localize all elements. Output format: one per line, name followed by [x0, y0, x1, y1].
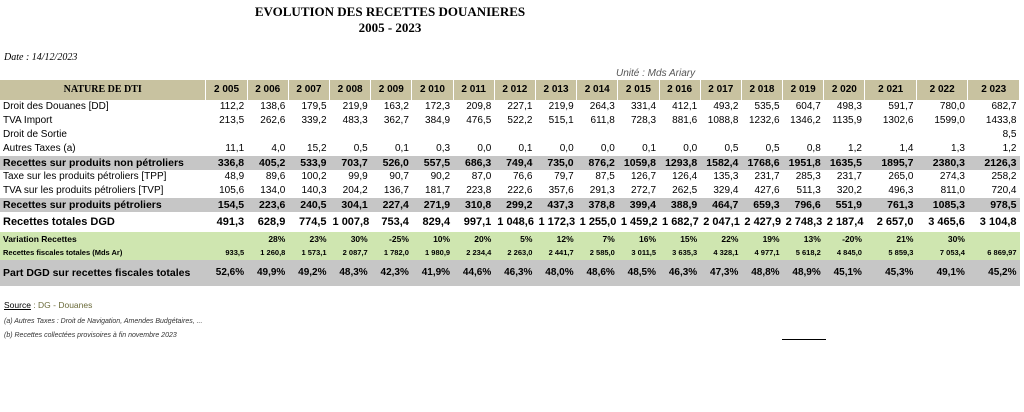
row-value: 49,9%	[247, 260, 288, 286]
row-value: 753,4	[381, 216, 409, 228]
row-value: 1088,8	[707, 115, 739, 126]
row-value	[206, 232, 247, 246]
row-value: 535,5	[754, 101, 780, 112]
row-value	[783, 128, 824, 142]
header-year: 2 008	[330, 80, 371, 100]
table-row	[0, 232, 1020, 246]
row-value: 15%	[659, 232, 700, 246]
source-label: Source	[4, 300, 31, 310]
row-value: 761,3	[865, 198, 916, 212]
header-year: 2 020	[824, 80, 865, 100]
row-value: 163,2	[383, 101, 409, 112]
row-value: 1232,6	[748, 115, 780, 126]
row-value	[494, 128, 535, 142]
table-row	[0, 156, 1020, 170]
row-value: 47,3%	[700, 260, 741, 286]
table-body	[0, 100, 1020, 286]
table-row	[0, 142, 1020, 156]
row-value: 1302,6	[882, 115, 914, 126]
row-value: 262,6	[260, 115, 286, 126]
row-value: 2126,3	[968, 156, 1020, 170]
row-value: 682,7	[991, 101, 1017, 112]
header-year: 2 017	[700, 80, 741, 100]
row-value: 0,3	[436, 143, 451, 154]
table-row	[0, 212, 1020, 232]
row-value: 48,5%	[618, 260, 659, 286]
row-label: TVA sur les produits pétroliers [TVP]	[3, 185, 164, 196]
row-label: Droit des Douanes [DD]	[3, 101, 109, 112]
row-value: 231,7	[754, 171, 780, 182]
table-header-row	[0, 80, 1020, 100]
header-year: 2 019	[783, 80, 824, 100]
row-value: 219,9	[342, 101, 368, 112]
row-value: 511,3	[796, 185, 821, 196]
row-value: 21%	[865, 232, 916, 246]
row-value: 48,8%	[741, 260, 782, 286]
row-value: 222,6	[507, 185, 533, 196]
row-value: 89,6	[265, 171, 286, 182]
row-value: 5%	[494, 232, 535, 246]
row-value: 48,9%	[783, 260, 824, 286]
row-value: 304,1	[330, 198, 371, 212]
row-value: 749,4	[494, 156, 535, 170]
header-year: 2 022	[916, 80, 967, 100]
row-value: 264,3	[589, 101, 615, 112]
row-value: 703,7	[330, 156, 371, 170]
row-value: 1 459,2	[620, 216, 658, 228]
table-row	[0, 114, 1020, 128]
row-value: 0,0	[559, 143, 574, 154]
row-value: 1 980,9	[412, 246, 453, 260]
row-value: 291,3	[589, 185, 615, 196]
row-value: 336,8	[206, 156, 247, 170]
row-value: 112,2	[219, 101, 245, 112]
row-value: 4 328,1	[700, 246, 741, 260]
row-value: 686,3	[453, 156, 494, 170]
row-value: 126,4	[672, 171, 698, 182]
row-value: 13%	[783, 232, 824, 246]
row-value: 978,5	[968, 198, 1020, 212]
row-value: 22%	[700, 232, 741, 246]
row-value: 881,6	[672, 115, 698, 126]
row-value: 339,2	[301, 115, 327, 126]
row-value: 45,3%	[865, 260, 916, 286]
row-value: 331,4	[630, 101, 657, 112]
row-value: 728,3	[630, 115, 657, 126]
row-value: 213,5	[219, 115, 245, 126]
row-value: 774,5	[298, 216, 327, 228]
footnote-a: (a) Autres Taxes : Droit de Navigation, Amendes Budgétaires, ...	[4, 318, 203, 325]
header-year: 2 023	[968, 80, 1020, 100]
row-value: 46,3%	[659, 260, 700, 286]
row-value: 320,2	[836, 185, 862, 196]
row-value: 28%	[247, 232, 288, 246]
row-value: 4,0	[271, 143, 286, 154]
row-value: 154,5	[206, 198, 247, 212]
row-value: 357,6	[548, 185, 574, 196]
row-value: 1951,8	[783, 156, 824, 170]
row-value: 1895,7	[865, 156, 916, 170]
table-row	[0, 170, 1020, 184]
header-year: 2 015	[618, 80, 659, 100]
row-value: 240,5	[288, 198, 329, 212]
row-label: Droit de Sortie	[3, 129, 67, 140]
row-value: 45,2%	[968, 260, 1020, 286]
table-row	[0, 100, 1020, 114]
row-value: 52,6%	[206, 260, 247, 286]
row-value: 3 011,5	[618, 246, 659, 260]
row-value: 1599,0	[934, 115, 965, 126]
row-value: 522,2	[507, 115, 533, 126]
row-value: 491,3	[216, 216, 245, 228]
row-value: 204,2	[342, 185, 368, 196]
row-value: 0,0	[600, 143, 615, 154]
row-value: 0,1	[642, 143, 657, 154]
row-value: 1582,4	[700, 156, 741, 170]
row-value: 49,2%	[288, 260, 329, 286]
row-value: 41,9%	[412, 260, 453, 286]
row-value: 30%	[916, 232, 967, 246]
header-year: 2 013	[535, 80, 576, 100]
row-value: 1 260,8	[247, 246, 288, 260]
row-value: 611,8	[590, 115, 615, 126]
row-value: 476,5	[466, 115, 492, 126]
row-value	[659, 128, 700, 142]
row-value: 628,9	[257, 216, 286, 228]
row-value: 140,3	[301, 185, 327, 196]
row-value: 135,3	[713, 171, 739, 182]
row-value: 591,7	[888, 101, 914, 112]
row-value: 1 255,0	[579, 216, 617, 228]
header-year: 2 016	[659, 80, 700, 100]
row-value: 1 782,0	[371, 246, 412, 260]
row-value: -25%	[371, 232, 412, 246]
row-value: 23%	[288, 232, 329, 246]
row-value: 483,3	[342, 115, 368, 126]
row-value: 1346,2	[790, 115, 821, 126]
header-year: 2 010	[412, 80, 453, 100]
row-value: 551,9	[824, 198, 865, 212]
row-value: 2380,3	[916, 156, 967, 170]
row-label: Recettes sur produits pétroliers	[0, 198, 206, 212]
header-nature: NATURE DE DTI	[0, 80, 206, 100]
row-value: 659,3	[741, 198, 782, 212]
row-value: 1,2	[1002, 143, 1017, 154]
row-value: 0,5	[765, 143, 780, 154]
row-value: 271,9	[412, 198, 453, 212]
row-value: 1768,6	[741, 156, 782, 170]
row-value: 0,1	[394, 143, 409, 154]
row-value: 126,7	[630, 171, 657, 182]
row-value: 1135,9	[832, 115, 862, 126]
source-note	[4, 300, 92, 310]
row-value: 2 657,0	[876, 216, 914, 228]
row-value: 378,8	[577, 198, 618, 212]
row-label: Variation Recettes	[0, 232, 206, 246]
row-value: 399,4	[618, 198, 659, 212]
row-value: 2 585,0	[577, 246, 618, 260]
row-value: 412,1	[672, 101, 698, 112]
row-value: 90,2	[430, 171, 451, 182]
row-value: 0,0	[683, 143, 698, 154]
row-value: 1059,8	[618, 156, 659, 170]
row-value: 48,6%	[577, 260, 618, 286]
row-value: 49,1%	[916, 260, 967, 286]
row-value: 285,3	[795, 171, 821, 182]
row-value	[247, 128, 288, 142]
revenue-table	[0, 80, 1020, 286]
row-value: 384,9	[425, 115, 451, 126]
row-value: 604,7	[795, 101, 821, 112]
row-value	[412, 128, 453, 142]
row-value: 498,3	[836, 101, 862, 112]
row-value: 30%	[330, 232, 371, 246]
header-year: 2 021	[865, 80, 916, 100]
row-value: 11,1	[225, 143, 245, 154]
row-label: Autres Taxes (a)	[3, 143, 76, 154]
row-value: 0,5	[724, 143, 739, 154]
header-year: 2 011	[453, 80, 494, 100]
row-value: 6 869,97	[968, 246, 1020, 260]
header-year: 2 014	[577, 80, 618, 100]
row-value: 172,3	[425, 101, 451, 112]
row-value: 437,3	[535, 198, 576, 212]
row-value: 87,5	[595, 171, 615, 182]
row-value: 5 618,2	[783, 246, 824, 260]
row-value	[865, 128, 916, 142]
row-value: 134,0	[260, 185, 286, 196]
row-value: 526,0	[371, 156, 412, 170]
row-value: 1 007,8	[332, 216, 370, 228]
header-year: 2 007	[288, 80, 329, 100]
row-value: 388,9	[659, 198, 700, 212]
row-value: 796,6	[783, 198, 824, 212]
row-value: 12%	[535, 232, 576, 246]
row-value: 1635,5	[824, 156, 865, 170]
row-value: 310,8	[453, 198, 494, 212]
row-value	[206, 128, 247, 142]
row-value: 2 263,0	[494, 246, 535, 260]
table-row	[0, 198, 1020, 212]
row-value: 138,6	[260, 101, 286, 112]
row-value: 10%	[412, 232, 453, 246]
row-value: 258,2	[991, 171, 1017, 182]
row-value: 1433,8	[985, 115, 1017, 126]
row-value: 48,3%	[330, 260, 371, 286]
row-value: 76,6	[512, 171, 533, 182]
row-value: 105,6	[219, 185, 245, 196]
row-value	[577, 128, 618, 142]
row-value: 2 748,3	[785, 216, 823, 228]
row-value: 720,4	[991, 185, 1017, 196]
row-value: 15,2	[307, 143, 327, 154]
source-value: : DG - Douanes	[30, 300, 93, 310]
row-value: 48,9	[224, 171, 245, 182]
row-value	[824, 128, 865, 142]
header-year: 2 009	[371, 80, 412, 100]
row-value: 19%	[741, 232, 782, 246]
row-value: 8,5	[1002, 129, 1017, 140]
table-row	[0, 128, 1020, 142]
row-value: 876,2	[577, 156, 618, 170]
row-value	[371, 128, 412, 142]
row-value: 99,9	[348, 171, 368, 182]
row-value: 464,7	[700, 198, 741, 212]
row-label: Part DGD sur recettes fiscales totales	[0, 260, 206, 286]
row-label: TVA Import	[3, 115, 53, 126]
row-value: 811,0	[940, 185, 965, 196]
row-value: 46,3%	[494, 260, 535, 286]
footnote-b: (b) Recettes collectées provisoires à fin novembre 2023	[4, 332, 177, 339]
row-value: 1,4	[899, 143, 914, 154]
header-year: 2 018	[741, 80, 782, 100]
row-value: 219,9	[548, 101, 574, 112]
report-period: 2005 - 2023	[358, 20, 422, 35]
row-value: 1 172,3	[538, 216, 576, 228]
row-value: 48,0%	[535, 260, 576, 286]
row-value: 0,5	[353, 143, 368, 154]
row-value: 3 104,8	[979, 216, 1017, 228]
row-value: 90,7	[389, 171, 409, 182]
row-value: 1085,3	[916, 198, 967, 212]
row-value: 44,6%	[453, 260, 494, 286]
row-value	[288, 128, 329, 142]
table-row	[0, 184, 1020, 198]
header-year: 2 005	[206, 80, 247, 100]
header-year: 2 006	[247, 80, 288, 100]
header-year: 2 012	[494, 80, 535, 100]
row-value: 2 047,1	[703, 216, 740, 228]
row-value: 223,6	[247, 198, 288, 212]
row-value: 1 048,6	[497, 216, 534, 228]
row-value: 2 441,7	[535, 246, 576, 260]
row-value: 274,3	[939, 171, 965, 182]
row-value: 2 087,7	[330, 246, 371, 260]
row-value: 557,5	[412, 156, 453, 170]
row-value: 100,2	[301, 171, 327, 182]
unit-label: Unité : Mds Ariary	[616, 68, 696, 79]
row-value: 329,4	[713, 185, 739, 196]
row-value: 136,7	[383, 185, 409, 196]
row-value: 2 427,9	[744, 216, 782, 228]
row-value: 7 053,4	[916, 246, 967, 260]
row-value: 0,1	[518, 143, 533, 154]
row-value	[741, 128, 782, 142]
row-value: 3 465,6	[928, 216, 965, 228]
row-value: 299,2	[494, 198, 535, 212]
row-value: 272,7	[630, 185, 657, 196]
row-value: 0,8	[806, 143, 821, 154]
row-label: Recettes sur produits non pétroliers	[0, 156, 206, 170]
row-value: 79,7	[554, 171, 574, 182]
row-value: 87,0	[471, 171, 492, 182]
row-value: 5 859,3	[865, 246, 916, 260]
row-value: 42,3%	[371, 260, 412, 286]
row-value: 4 977,1	[741, 246, 782, 260]
row-value: 829,4	[422, 216, 451, 228]
row-label: Recettes totales DGD	[3, 216, 115, 228]
row-value: 209,8	[466, 101, 492, 112]
row-value: 223,8	[466, 185, 492, 196]
row-value: 45,1%	[824, 260, 865, 286]
row-value: 2 187,4	[826, 216, 864, 228]
row-label: Recettes fiscales totales (Mds Ar)	[0, 246, 206, 260]
row-value: 227,1	[507, 101, 533, 112]
row-value: 780,0	[939, 101, 965, 112]
row-value: 1,3	[951, 143, 965, 154]
row-value: 933,5	[206, 246, 247, 260]
row-value	[700, 128, 741, 142]
row-value: 735,0	[535, 156, 576, 170]
row-label: Taxe sur les produits pétroliers [TPP]	[3, 171, 167, 182]
report-title: EVOLUTION DES RECETTES DOUANIERES	[254, 4, 526, 19]
row-value: 515,1	[548, 115, 574, 126]
row-value: 405,2	[247, 156, 288, 170]
row-value: 3 635,3	[659, 246, 700, 260]
row-value: 262,5	[672, 185, 698, 196]
row-value: 2 234,4	[453, 246, 494, 260]
row-value: 179,5	[301, 101, 327, 112]
row-value: 1 682,7	[662, 216, 699, 228]
row-value	[535, 128, 576, 142]
row-value: 231,7	[836, 171, 862, 182]
row-value: 1,2	[848, 143, 862, 154]
row-value: -20%	[824, 232, 865, 246]
row-value: 1 573,1	[288, 246, 329, 260]
row-value: 265,0	[888, 171, 914, 182]
row-value: 496,3	[888, 185, 914, 196]
row-value: 20%	[453, 232, 494, 246]
row-value: 0,0	[477, 143, 492, 154]
row-value: 16%	[618, 232, 659, 246]
table-row	[0, 260, 1020, 286]
row-value: 7%	[577, 232, 618, 246]
row-value: 4 845,0	[824, 246, 865, 260]
row-value	[453, 128, 494, 142]
row-value: 427,6	[754, 185, 780, 196]
row-value: 997,1	[463, 216, 492, 228]
row-value: 362,7	[383, 115, 409, 126]
row-value: 227,4	[371, 198, 412, 212]
report-date: Date : 14/12/2023	[4, 52, 78, 63]
divider-line	[782, 339, 826, 340]
row-value: 181,7	[425, 185, 451, 196]
row-value	[968, 232, 1020, 246]
row-value	[330, 128, 371, 142]
row-value	[916, 128, 967, 142]
row-value: 1293,8	[659, 156, 700, 170]
row-value: 533,9	[288, 156, 329, 170]
row-value: 493,2	[713, 101, 739, 112]
table-row	[0, 246, 1020, 260]
row-value	[618, 128, 659, 142]
